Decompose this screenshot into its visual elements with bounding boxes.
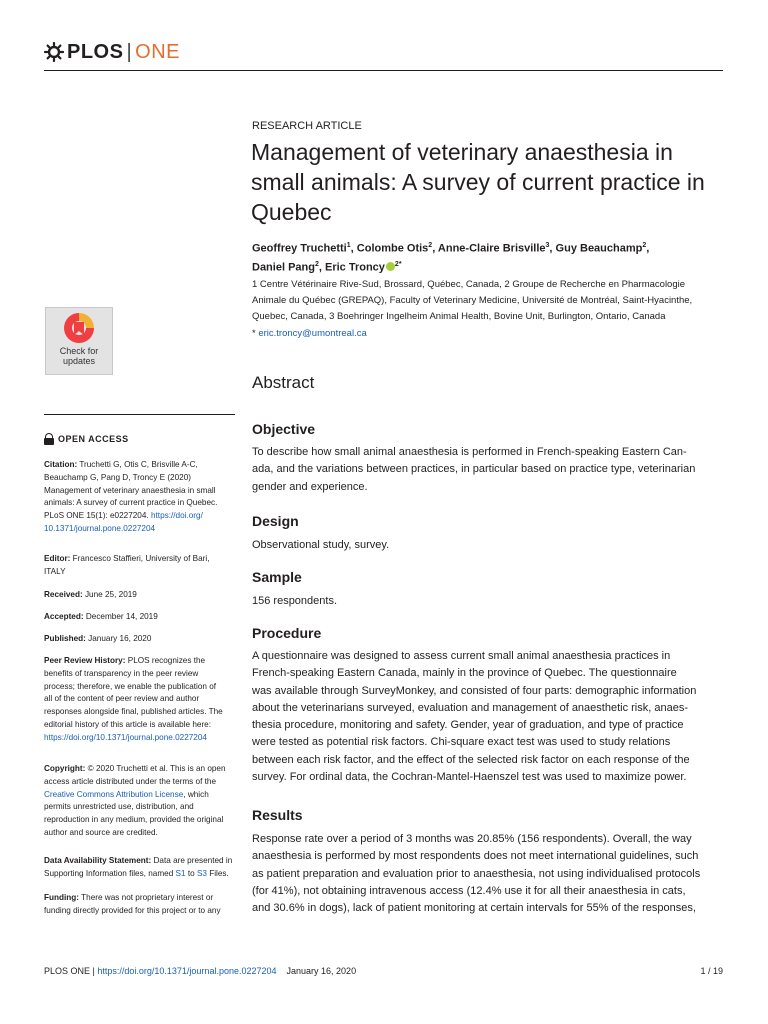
copyright-text: reproduction in any medium, provided the original — [44, 815, 224, 825]
accepted-value: December 14, 2019 — [83, 612, 158, 621]
peer-review-text: editorial history of this article is available here: — [44, 719, 212, 729]
peer-review-text: PLOS recognizes the — [125, 656, 206, 665]
footer-doi-link[interactable]: https://doi.org/10.1371/journal.pone.0227204 — [97, 966, 277, 976]
copyright-text: permits unrestricted use, distribution, and — [44, 802, 194, 812]
citation-doi-link[interactable]: 10.1371/journal.pone.0227204 — [44, 523, 156, 533]
data-availability-label: Data Availability Statement: — [44, 856, 152, 865]
footer-journal: PLOS ONE — [44, 966, 91, 976]
page-footer — [44, 966, 723, 976]
peer-review-text: all of the content of peer review and author — [44, 694, 200, 704]
funding-text: There was not proprietary interest or — [79, 893, 214, 902]
text-line: thesia procedure, monitoring and safety. Gender, year of graduation, and type of practice — [252, 719, 684, 732]
data-availability-text: Supporting Information files, named — [44, 868, 176, 878]
email-prefix: * — [252, 328, 259, 339]
citation-text: Truchetti G, Otis C, Brisville A-C, — [77, 460, 198, 469]
sample-text: 156 respondents. — [252, 595, 338, 607]
data-availability-text: Files. — [206, 868, 229, 878]
text-line: between each risk factor, and the effect of the selected risk factor on each response of the — [252, 753, 690, 766]
text-line: survey. For ordinal data, the Cochran-Mantel-Haenszel test was used to maximize power. — [252, 771, 687, 784]
badge-line: updates — [62, 356, 95, 366]
funding-text: funding directly provided for this project or to any — [44, 905, 221, 915]
copyright-text: access article distributed under the terms of the — [44, 776, 217, 786]
text-line: as patient preparation and evaluation prior to anaesthesia, not using individualised protocols — [252, 867, 701, 880]
title-line: Management of veterinary anaesthesia in — [251, 139, 673, 165]
copyright-label: Copyright: — [44, 764, 86, 773]
funding-block — [44, 892, 236, 918]
copyright-text: , which — [183, 789, 209, 799]
published-value: January 16, 2020 — [85, 634, 152, 643]
citation-text: Management of veterinary anaesthesia in small — [44, 485, 216, 495]
objective-heading: Objective — [252, 421, 316, 437]
affiliation-line: Quebec, Canada, 3 Boehringer Ingelheim Animal Health, Bovine Unit, Burlington, Ontario, Canada — [252, 311, 666, 322]
crossmark-icon — [64, 313, 94, 343]
author-affil: 2 — [642, 242, 647, 249]
data-availability-text: Data are presented in — [151, 856, 233, 865]
text-line: and 30.6% in dogs), lack of patient monitoring at certain intervals for 55% of the responses, — [252, 902, 696, 915]
copyright-text: author and source are credited. — [44, 827, 158, 837]
received-date — [44, 589, 236, 602]
data-availability-block — [44, 855, 236, 881]
peer-review-block — [44, 655, 236, 745]
citation-text: animals: A survey of current practice in Quebec. — [44, 498, 218, 508]
text-line: Response rate over a period of 3 months was 20.85% (156 respondents). Overall, the way — [252, 833, 692, 845]
badge-line: Check for — [59, 346, 99, 356]
text-line: ada, and the variations between practices, in particular based on practice type, veterinarian — [252, 463, 696, 476]
author-name[interactable]: Eric Troncy — [325, 261, 385, 274]
editor-label: Editor: — [44, 554, 71, 563]
citation-block — [44, 459, 236, 536]
received-value: June 25, 2019 — [82, 590, 137, 599]
open-access-text: OPEN ACCESS — [58, 434, 129, 444]
author-name[interactable]: Daniel Pang — [252, 261, 315, 274]
funding-label: Funding: — [44, 893, 80, 902]
sample-heading: Sample — [252, 569, 302, 585]
author-affil: 2 — [314, 260, 319, 268]
author-affil: 3 — [545, 242, 550, 249]
citation-doi-link[interactable]: https://doi.org/ — [150, 511, 203, 521]
affiliations — [252, 277, 722, 325]
editor-block — [44, 553, 236, 579]
author-name[interactable]: Colombe Otis — [356, 242, 429, 255]
text-line: (for 41%), not obtaining intravenous access (12.4% use it for all their anaesthesia in cats, — [252, 884, 686, 897]
results-text — [252, 831, 724, 917]
accepted-label: Accepted: — [44, 612, 84, 621]
orcid-icon[interactable] — [386, 262, 395, 271]
citation-label: Citation: — [44, 460, 78, 469]
corresponding-email — [252, 328, 367, 339]
journal-logo — [44, 40, 180, 64]
header-divider — [44, 70, 723, 71]
citation-text: Beauchamp G, Pang D, Troncy E (2020) — [44, 472, 191, 482]
author-name[interactable]: Anne-Claire Brisville — [437, 242, 546, 255]
design-text: Observational study, survey. — [252, 539, 390, 551]
text-line: A questionnaire was designed to assess current small animal anaesthesia practices in — [252, 650, 671, 662]
plos-logo-icon — [44, 42, 64, 62]
peer-review-text: benefits of transparency in the peer review — [44, 668, 199, 678]
s1-link[interactable]: S1 — [175, 868, 186, 878]
license-link[interactable]: Creative Commons Attribution License — [44, 789, 184, 799]
text-line: about the veterinarians surveyed, evaluation and management of anaesthetic risk, anaes- — [252, 701, 688, 714]
procedure-text — [252, 648, 724, 786]
open-lock-icon — [44, 433, 54, 445]
title-line: small animals: A survey of current practice in — [251, 169, 705, 195]
peer-review-link[interactable]: https://doi.org/10.1371/journal.pone.0227204 — [44, 732, 207, 742]
text-line: French-speaking Eastern Canada, mainly in the province of Quebec. The questionnaire — [252, 667, 677, 680]
author-affil: 2 — [428, 242, 433, 249]
published-label: Published: — [44, 634, 86, 643]
article-type: RESEARCH ARTICLE — [252, 120, 362, 132]
received-label: Received: — [44, 590, 83, 599]
author-affil: 2* — [394, 260, 402, 268]
email-link[interactable]: eric.troncy@umontreal.ca — [258, 328, 367, 339]
author-list: Geoffrey Truchetti$^1$, Colombe Otis$^2$, Anne-Claire Brisville$^3$, Guy Beauchamp$^2$, Daniel Pang$^2$, Eric Troncy $^{2*}$ — [252, 242, 650, 274]
text-line: were tested as potential risk factors. Chi-square exact test was used to study relations — [252, 736, 671, 749]
procedure-heading: Procedure — [252, 625, 322, 641]
peer-review-label: Peer Review History: — [44, 656, 126, 665]
footer-separator: | — [90, 966, 98, 976]
text-line: was available through SurveyMonkey, and consisted of four parts: demographic information — [252, 684, 697, 697]
abstract-heading: Abstract — [252, 373, 315, 392]
sidebar-divider — [44, 414, 235, 415]
open-access-label — [44, 433, 129, 445]
footer-date: January 16, 2020 — [286, 966, 357, 976]
page-number: 1 / 19 — [700, 966, 723, 976]
peer-review-text: responses alongside final, published articles. The — [44, 707, 223, 717]
logo-one: ONE — [135, 40, 180, 63]
copyright-block — [44, 763, 236, 840]
author-name[interactable]: Guy Beauchamp — [555, 242, 643, 255]
text-line: To describe how small animal anaesthesia is performed in French-speaking Eastern Can- — [252, 446, 687, 458]
published-date — [44, 633, 236, 646]
results-heading: Results — [252, 807, 303, 823]
affiliation-line: Animale du Québec (GREPAQ), Faculty of Veterinary Medicine, Université de Montréal, Saint-Hyacinthe, — [252, 295, 693, 306]
check-for-updates-badge[interactable] — [45, 307, 113, 375]
editor-text: Francesco Staffieri, University of Bari, — [70, 554, 210, 563]
logo-plos: PLOS — [67, 40, 124, 63]
text-line: gender and experience. — [252, 480, 368, 493]
title-line: Quebec — [251, 199, 332, 225]
text-line: anaesthesia is performed by most respondents does not meet international guidelines, such — [252, 850, 699, 863]
affiliation-line: 1 Centre Vétérinaire Rive-Sud, Brossard, Québec, Canada, 2 Groupe de Recherche en Pharmacologie — [252, 279, 686, 290]
author-affil: 1 — [346, 242, 351, 249]
peer-review-text: process; therefore, we enable the publication of — [44, 681, 217, 691]
design-heading: Design — [252, 513, 299, 529]
logo-separator: | — [126, 40, 133, 63]
editor-text: ITALY — [44, 566, 66, 576]
accepted-date — [44, 611, 236, 624]
s3-link[interactable]: S3 — [196, 868, 207, 878]
citation-text: PLoS ONE 15(1): e0227204. — [44, 511, 151, 521]
data-availability-text: to — [185, 868, 197, 878]
author-name[interactable]: Geoffrey Truchetti — [252, 242, 347, 255]
article-title — [251, 137, 721, 227]
copyright-text: © 2020 Truchetti et al. This is an open — [85, 764, 226, 773]
objective-text — [252, 444, 724, 496]
